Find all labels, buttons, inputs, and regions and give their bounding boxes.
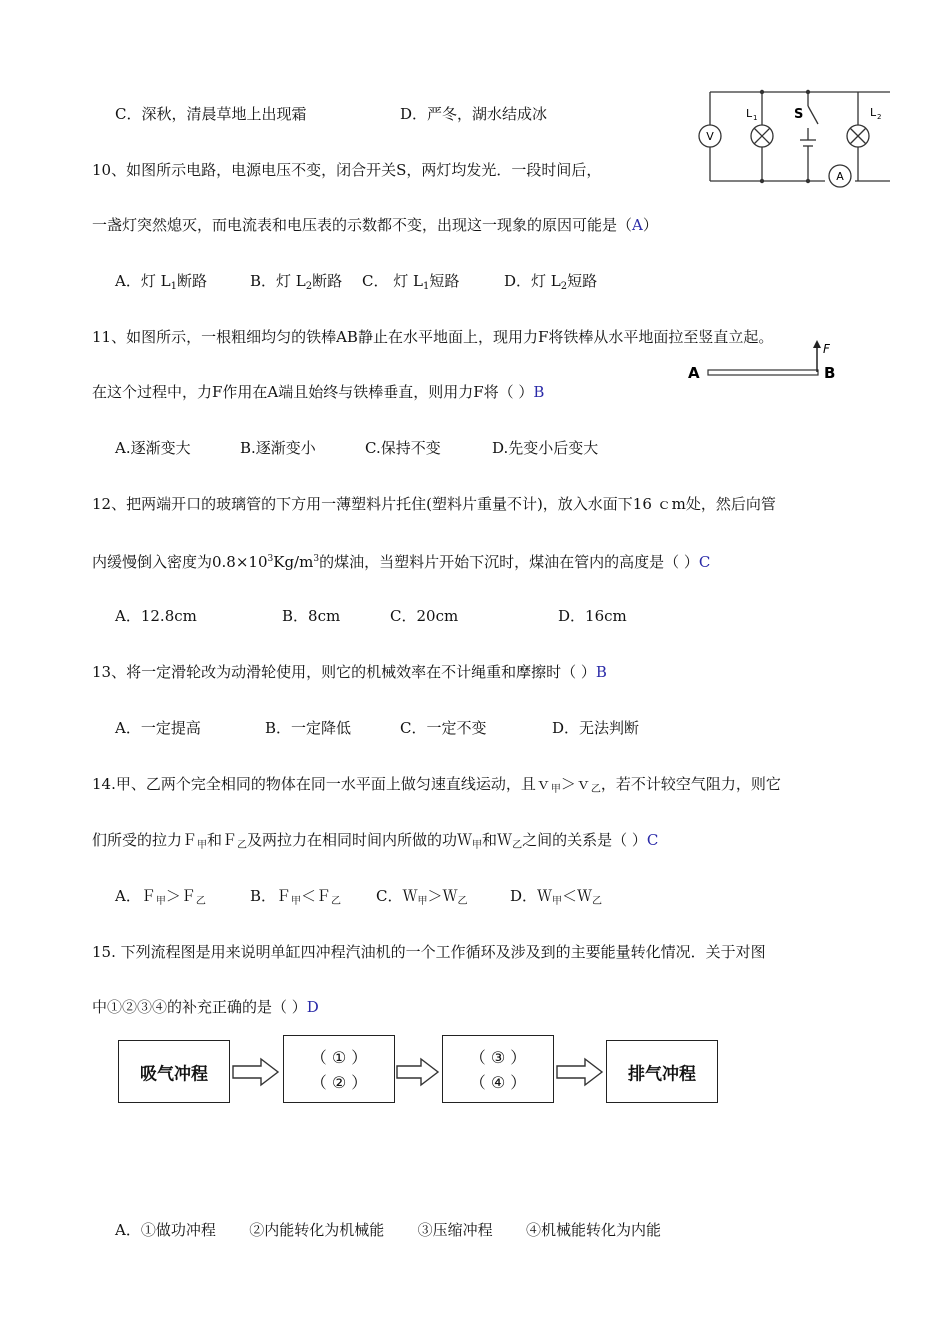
q15-option-a: A．①做功冲程 ②内能转化为机械能 ③压缩冲程 ④机械能转化为内能 bbox=[115, 1221, 661, 1239]
q15-line-1: 15. 下列流程图是用来说明单缸四冲程汽油机的一个工作循环及涉及到的主要能量转化情况．关于对图 bbox=[92, 943, 766, 961]
q10-option-a: A．灯 $L_1$断路 bbox=[115, 272, 207, 292]
q13-line-1: 13、将一定滑轮改为动滑轮使用，则它的机械效率在不计绳重和摩擦时（ ）B bbox=[92, 663, 607, 681]
q14-option-c: C．Ｗ$_甲$＞Ｗ$_乙$ bbox=[376, 887, 468, 907]
q13-option-d: D．无法判断 bbox=[552, 719, 640, 737]
q11-line-2: 在这个过程中，力F作用在A端且始终与铁棒垂直，则用力F将（ ）B bbox=[92, 383, 545, 401]
flow-blank-1: （ ① ） bbox=[310, 1048, 368, 1067]
flow-blank-4: （ ④ ） bbox=[469, 1073, 527, 1092]
q12-option-d: D．16cm bbox=[558, 607, 627, 625]
q13-option-b: B．一定降低 bbox=[265, 719, 352, 737]
q10-line-2: 一盏灯突然熄灭，而电流表和电压表的示数都不变，出现这一现象的原因可能是（A） bbox=[92, 216, 658, 234]
ammeter-label: A bbox=[836, 170, 844, 183]
q15-answer: D bbox=[306, 998, 319, 1016]
force-label: F bbox=[823, 342, 830, 356]
circuit-diagram bbox=[690, 84, 900, 194]
q10-option-c: C． 灯 $L_1$短路 bbox=[362, 272, 460, 292]
q11-option-b: B.逐渐变小 bbox=[240, 439, 316, 457]
flow-exhaust-label: 排气冲程 bbox=[628, 1064, 696, 1084]
q11-line-1: 11、如图所示，一根粗细均匀的铁棒AB静止在水平地面上，现用力F将铁棒从水平地面拉至竖直立起。 bbox=[92, 328, 774, 346]
q13-answer: B bbox=[595, 663, 607, 681]
q14-option-b: B．Ｆ$_甲$＜Ｆ$_乙$ bbox=[250, 887, 342, 907]
q12-line-2: 内缓慢倒入密度为$0.8\times 10^3Kg/m^3$的煤油，当塑料片开始下沉时，煤油在管内的高度是（ ）C bbox=[92, 553, 711, 571]
q12-line-1: 12、把两端开口的玻璃管的下方用一薄塑料片托住(塑料片重量不计)，放入水面下16 ｃm处，然后向管 bbox=[92, 495, 776, 513]
flow-arrow-3 bbox=[555, 1057, 605, 1087]
q11-answer: B bbox=[533, 383, 545, 401]
q10-option-b: B．灯 $L_2$断路 bbox=[250, 272, 343, 292]
q9-option-c: C．深秋，清晨草地上出现霜 bbox=[115, 105, 307, 123]
l1-label: L bbox=[746, 107, 753, 120]
flow-blank-3: （ ③ ） bbox=[469, 1048, 527, 1067]
iron-bar-diagram bbox=[684, 338, 844, 382]
flow-box-exhaust bbox=[606, 1040, 718, 1103]
flow-box-2 bbox=[283, 1035, 395, 1103]
l2-sub: 2 bbox=[877, 113, 882, 121]
q9-option-d: D．严冬，湖水结成冰 bbox=[400, 105, 548, 123]
q12-option-c: C．20cm bbox=[390, 607, 459, 625]
q11-option-c: C.保持不变 bbox=[365, 439, 441, 457]
bar-end-a-label: A bbox=[688, 364, 700, 382]
flow-blank-2: （ ② ） bbox=[310, 1073, 368, 1092]
flow-arrow-2 bbox=[395, 1057, 441, 1087]
q10-line-1: 10、如图所示电路，电源电压不变，闭合开关S，两灯均发光．一段时间后， bbox=[92, 161, 602, 179]
q10-answer: A bbox=[632, 216, 643, 234]
q11-option-d: D.先变小后变大 bbox=[492, 439, 599, 457]
q15-line-2: 中①②③④的补充正确的是（ ）D bbox=[92, 998, 319, 1016]
q13-option-c: C．一定不变 bbox=[400, 719, 487, 737]
q14-option-a: A．Ｆ$_甲$＞Ｆ$_乙$ bbox=[115, 887, 206, 907]
flow-arrow-1 bbox=[231, 1057, 281, 1087]
flow-box-3 bbox=[442, 1035, 554, 1103]
q14-line-1: 14.甲、乙两个完全相同的物体在同一水平面上做匀速直线运动，且ｖ$_甲$＞ｖ$_乙$，若不计较空气阻力，则它 bbox=[92, 775, 781, 795]
q14-option-d: D．Ｗ$_甲$＜Ｗ$_乙$ bbox=[510, 887, 603, 907]
flow-box-intake bbox=[118, 1040, 230, 1103]
q11-option-a: A.逐渐变大 bbox=[115, 439, 191, 457]
q14-line-2: 们所受的拉力Ｆ$_甲$和Ｆ$_乙$及两拉力在相同时间内所做的功Ｗ$_甲$和Ｗ$_乙$之间的关系是（ ）C bbox=[92, 831, 659, 851]
q13-option-a: A．一定提高 bbox=[115, 719, 201, 737]
switch-label: S bbox=[794, 107, 804, 122]
l2-label: L bbox=[870, 106, 877, 119]
bar-end-b-label: B bbox=[824, 364, 836, 382]
q12-option-b: B．8cm bbox=[282, 607, 341, 625]
flow-intake-label: 吸气冲程 bbox=[140, 1064, 208, 1084]
q10-option-d: D．灯 $L_2$短路 bbox=[504, 272, 598, 292]
voltmeter-label: V bbox=[706, 130, 714, 143]
q14-answer: C bbox=[646, 831, 659, 849]
l1-sub: 1 bbox=[753, 114, 758, 122]
q12-option-a: A．12.8cm bbox=[115, 607, 197, 625]
q12-answer: C bbox=[698, 553, 711, 571]
